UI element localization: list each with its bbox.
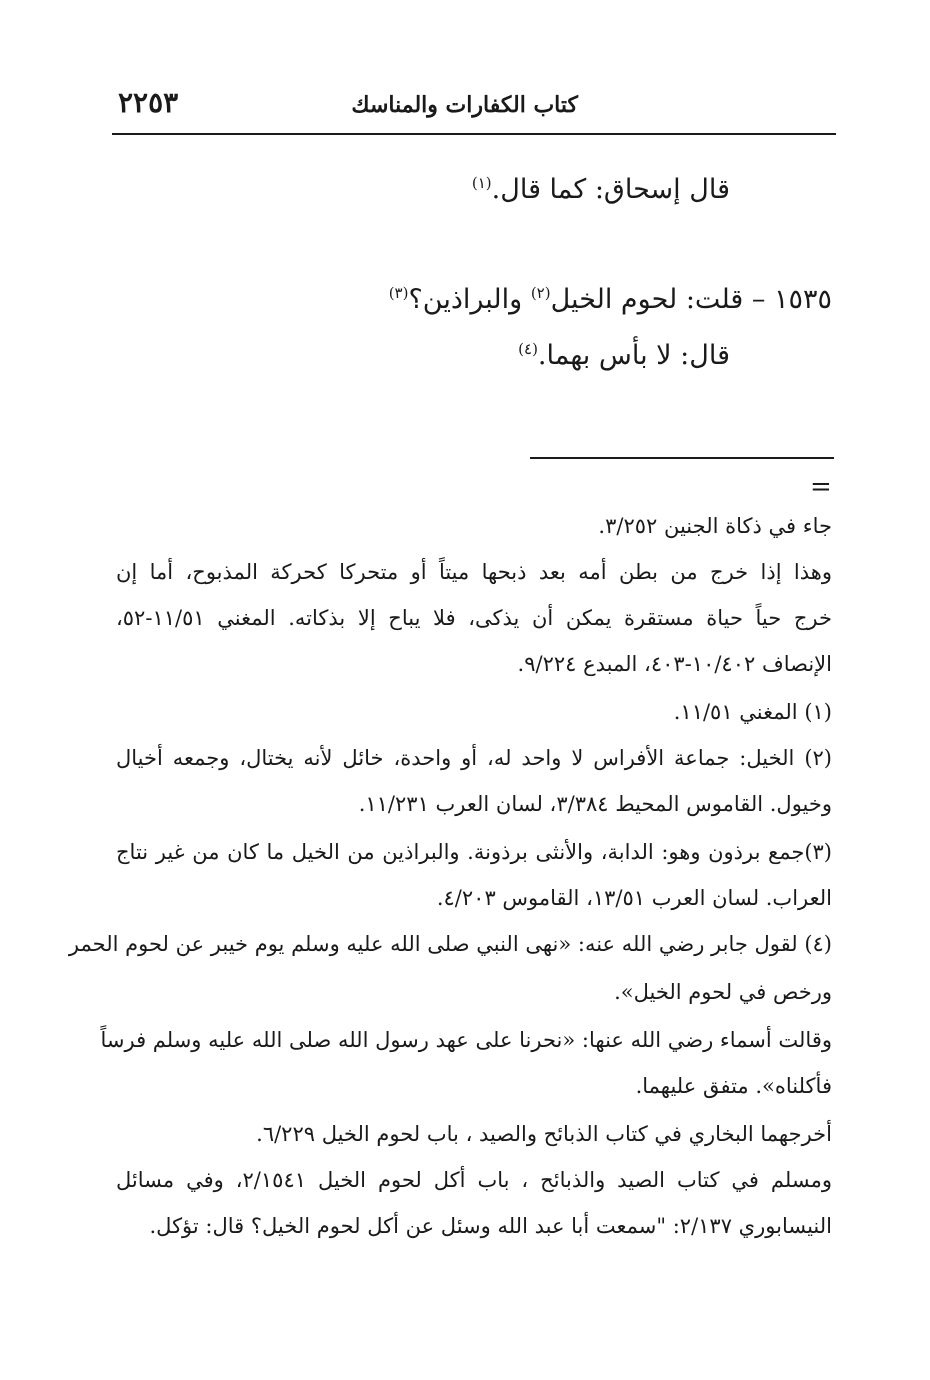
main-line-ishaq [472, 174, 730, 205]
footnote-line: وهذا إذا خرج من بطن أمه بعد ذبحها ميتاً أو متحركا كحركة المذبوح، أما إن [116, 560, 832, 584]
footnote-4-cont: النيسابوري ٢/١٣٧: "سمعت أبا عبد الله وسئل عن أكل لحوم الخيل؟ قال: تؤكل. [149, 1214, 832, 1238]
running-header-title: كتاب الكفارات والمناسك [351, 92, 578, 118]
footnote-4: (٤) لقول جابر رضي الله عنه: «نهى النبي صلى الله عليه وسلم يوم خيبر عن لحوم الحمر [68, 932, 832, 956]
footnote-ref-3: (٣) [388, 284, 409, 302]
header-rule [112, 133, 836, 135]
ishaq-statement: قال إسحاق: كما قال. [491, 174, 730, 205]
footnote-3-cont: العراب. لسان العرب ١٣/٥١، القاموس ٤/٢٠٣. [436, 886, 832, 910]
footnote-line: الإنصاف ١٠/٤٠٢-٤٠٣، المبدع ٩/٢٢٤. [517, 652, 832, 676]
footnote-ref-4: (٤) [518, 340, 538, 358]
footnote-3: (٣)جمع برذون وهو: الدابة، والأنثى برذونة. والبراذين من الخيل ما كان من غير نتاج [116, 840, 832, 864]
question-text-b: والبراذين؟ [408, 284, 523, 315]
footnote-2-cont: وخيول. القاموس المحيط ٣/٣٨٤، لسان العرب ١١/٢٣١. [358, 792, 832, 816]
footnote-1: (١) المغني ١١/٥١. [673, 700, 832, 724]
answer-text: قال: لا بأس بهما. [537, 340, 730, 371]
footnote-line: جاء في ذكاة الجنين ٣/٢٥٢. [598, 514, 832, 538]
footnote-separator [530, 457, 834, 459]
footnote-2: (٢) الخيل: جماعة الأفراس لا واحد له، أو واحدة، خائل لأنه يختال، وجمعه أخيال [116, 746, 832, 770]
question-1535 [389, 284, 832, 315]
footnote-line: خرج حياً حياة مستقرة يمكن أن يذكى، فلا يباح إلا بذكاته. المغني ١١/٥١-٥٢، [116, 606, 832, 630]
page-number: ٢٢٥٣ [118, 86, 179, 119]
footnote-ref-2: (٢) [530, 284, 551, 302]
continuation-mark: = [810, 472, 832, 502]
footnote-ref-1: (١) [471, 174, 492, 192]
question-number: ١٥٣٥ – [751, 284, 832, 315]
question-text-a: قلت: لحوم الخيل [550, 284, 744, 315]
footnote-4-cont: أخرجهما البخاري في كتاب الذبائح والصيد ، باب لحوم الخيل ٦/٢٢٩. [256, 1122, 832, 1146]
footnote-4-cont: فأكلناه». متفق عليهما. [635, 1074, 832, 1098]
answer-line [518, 340, 730, 371]
footnote-4-cont: ومسلم في كتاب الصيد والذبائح ، باب أكل لحوم الخيل ٢/١٥٤١، وفي مسائل [116, 1168, 832, 1192]
footnote-4-cont: ورخص في لحوم الخيل». [614, 980, 832, 1004]
footnote-4-cont: وقالت أسماء رضي الله عنها: «نحرنا على عهد رسول الله صلى الله عليه وسلم فرساً [100, 1028, 832, 1052]
